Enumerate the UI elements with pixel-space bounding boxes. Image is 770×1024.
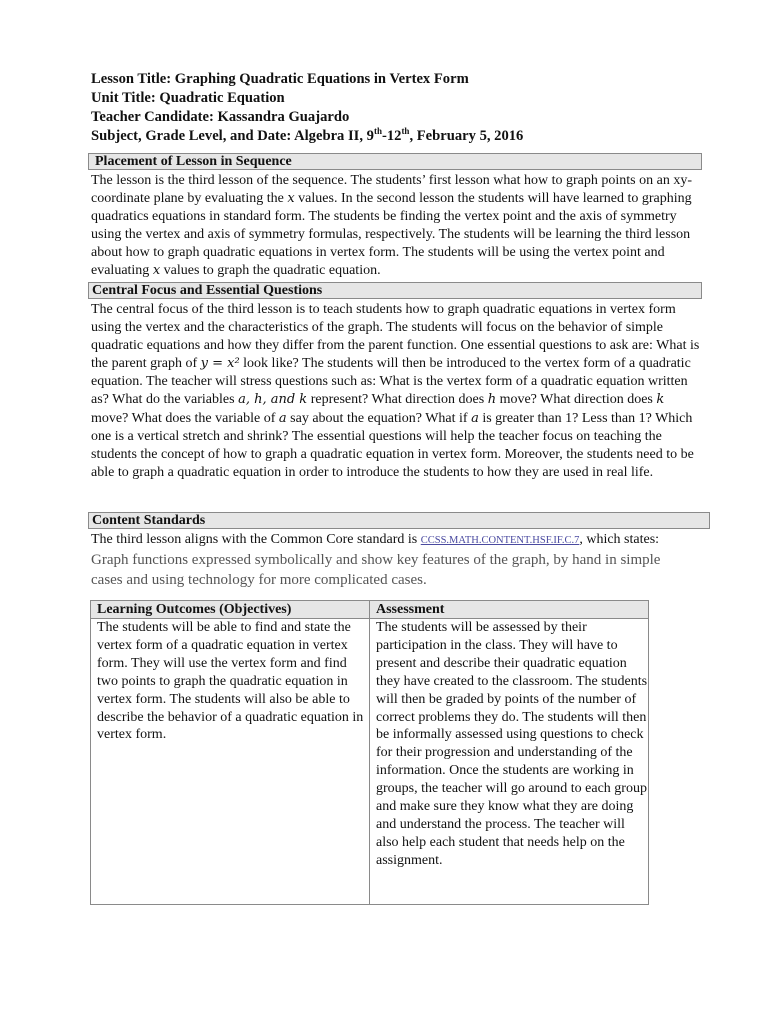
placement-text-2: values. In the second lesson the students will have learned to graphing quadratics equations in standard form. The students be finding the vertex point and the axis of symmetry using the vertex and axis of symmetry formulas, respectively. The students will be learning the third lesson about how to graph quadratic equations in vertex form. The students will be using the vertex point and evaluating [91, 191, 692, 279]
central-var-a2: a [471, 410, 479, 426]
superscript-th-2: th [401, 126, 410, 137]
grade-dash: -12 [381, 128, 402, 144]
standards-text-2: , which states: [579, 532, 660, 547]
central-var-k: k [656, 392, 665, 408]
central-var-a1: a [278, 410, 287, 426]
outcomes-cell: The students will be able to find and state the vertex form of a quadratic equation in vertex form. They will use the vertex form and find two points to graph the quadratic equation in vertex form. The students will also be able to describe the behavior of a quadratic equation in vertex form. [91, 619, 370, 905]
superscript-th-1: th [373, 126, 382, 137]
central-var-h: h [487, 392, 497, 408]
content-standards-body [91, 531, 691, 590]
central-text-7: is greater than 1? Less than 1? Which one is a vertical stretch and shrink? The essential questions will help the teacher focus on teaching the students the concept of how to graph a quadratic equation in vertex form. Moreover, the students need to be able to graph a quadratic equation in order to introduce the students to how they are used in real life. [91, 410, 694, 480]
central-equation: y = x² [200, 356, 240, 372]
content-standards-heading: Content Standards [88, 512, 710, 529]
central-focus-body [91, 301, 705, 482]
placement-heading: Placement of Lesson in Sequence [88, 153, 702, 170]
placement-var-x2: x [152, 263, 161, 279]
central-text-6: say about the equation? What if [286, 410, 472, 426]
central-vars: a, h, and k [238, 392, 308, 408]
assessment-cell: The students will be assessed by their participation in the class. They will have to present and describe their quadratic equation they have created to the classroom. The students will then be graded by points of the number of correct problems they do. The students will then be informally assessed using questions to check for their progression and understanding of the information. Once the students are working in groups, the teacher will go around to each group and make sure they know what they are doing and understand the process. The teacher will also help each student that needs help on the assignment. [370, 619, 649, 905]
standard-quote: Graph functions expressed symbolically and show key features of the graph, by hand in simple cases and using technology for more complicated cases. [91, 552, 661, 589]
central-text-2: look like? The students will then be introduced to the vertex form of a quadratic equation. The teacher will stress questions such as: What is the vertex form of a quadratic equation written as? What do the variables [91, 356, 691, 408]
lesson-header [91, 70, 691, 146]
standard-link[interactable]: CCSS.MATH.CONTENT.HSF.IF.C.7 [420, 535, 580, 546]
central-text-5: move? What does the variable of [91, 410, 279, 426]
unit-title: Unit Title: Quadratic Equation [91, 90, 285, 106]
teacher-candidate: Teacher Candidate: Kassandra Guajardo [91, 109, 350, 125]
table-header-row [91, 601, 649, 619]
assessment-heading: Assessment [370, 601, 649, 619]
placement-text-1: The lesson is the third lesson of the sequence. The students’ first lesson what how to graph points on an xy-coordinate plane by evaluating the [91, 173, 692, 207]
placement-var-x1: x [287, 191, 295, 207]
central-text-1: The central focus of the third lesson is to teach students how to graph quadratic equations in vertex form using the vertex and the characteristics of the graph. The students will focus on the behavior of simple quadratic equations and how they differ from the parent function. One essential questions to ask are: What is the parent graph of [91, 302, 700, 372]
placement-body [91, 172, 705, 281]
central-focus-heading: Central Focus and Essential Questions [88, 282, 702, 299]
subject-suffix: , February 5, 2016 [409, 128, 524, 144]
central-text-4: move? What direction does [496, 392, 657, 408]
table-row [91, 619, 649, 905]
subject-prefix: Subject, Grade Level, and Date: Algebra II, 9 [91, 128, 374, 144]
outcomes-heading: Learning Outcomes (Objectives) [91, 601, 370, 619]
outcomes-assessment-table [90, 600, 649, 905]
lesson-title: Lesson Title: Graphing Quadratic Equations in Vertex Form [91, 71, 469, 87]
standards-text-1: The third lesson aligns with the Common Core standard is [91, 532, 421, 547]
placement-text-3: values to graph the quadratic equation. [160, 263, 381, 279]
subject-grade-date [91, 127, 691, 146]
central-text-3: represent? What direction does [307, 392, 488, 408]
